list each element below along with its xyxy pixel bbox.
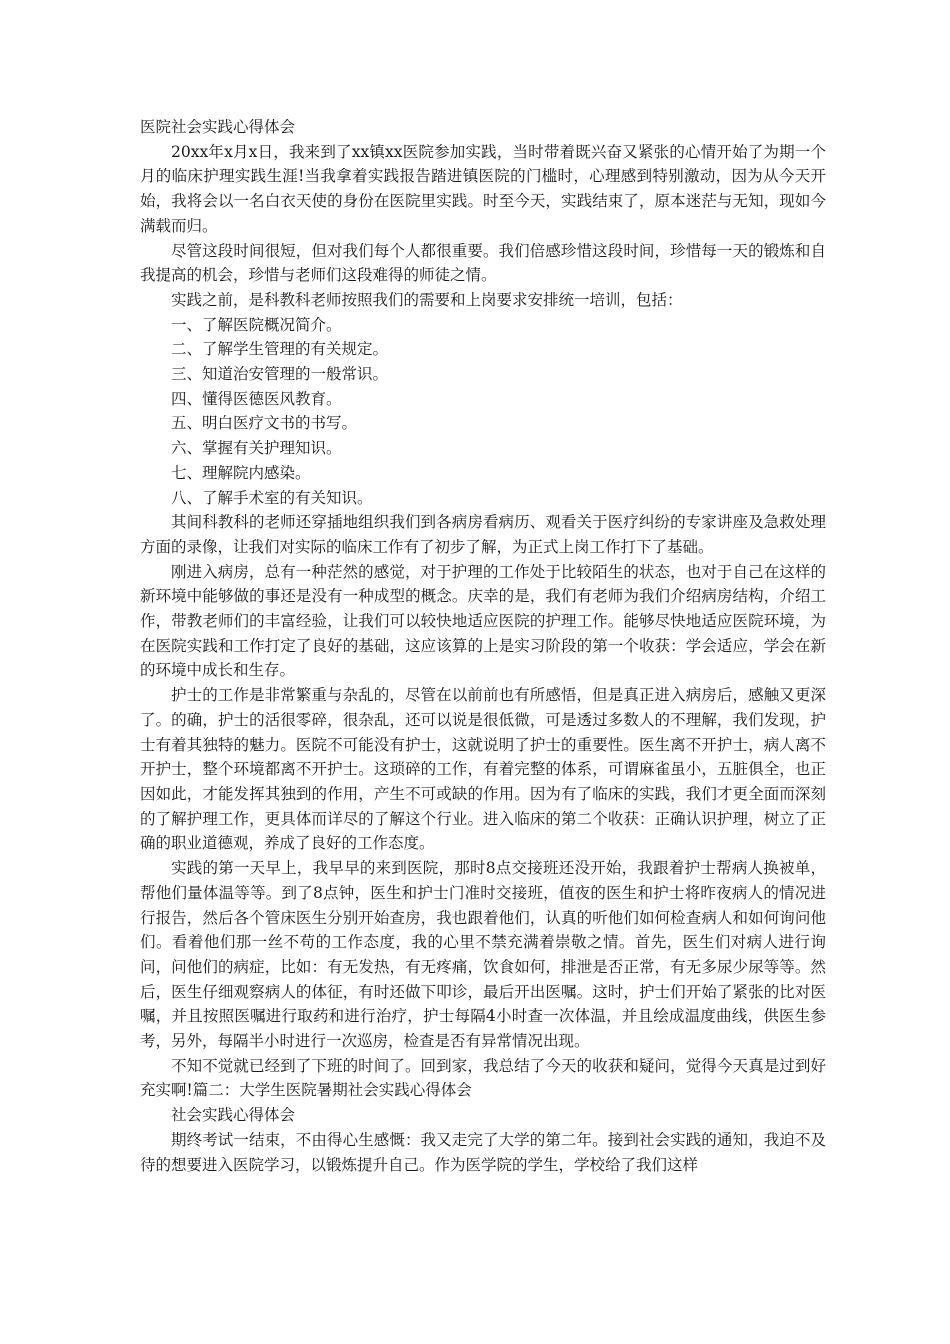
paragraph: 其间科教科的老师还穿插地组织我们到各病房看病历、观看关于医疗纠纷的专家讲座及急救处理方面的录像，让我们对实际的临床工作有了初步了解，为正式上岗工作打下了基础。 xyxy=(140,513,826,556)
training-list-item: 二、了解学生管理的有关规定。 xyxy=(171,340,389,359)
paragraph: 刚进入病房，总有一种茫然的感觉，对于护理的工作处于比较陌生的状态，也对于自己在这样的新环境中能够做的事还是没有一种成型的概念。庆幸的是，我们有老师为我们介绍病房结构，介绍工作，带教老师们的丰富经验，让我们可以较快地适应医院的护理工作。能够尽快地适应医院环境，为在医院实践和工作打定了良好的基础，这应该算的上是实习阶段的第一个收获：学会适应，学会在新的环境中成长和生存。 xyxy=(140,562,826,680)
training-list-item: 三、知道治安管理的一般常识。 xyxy=(171,365,389,384)
training-list-item: 一、了解医院概况简介。 xyxy=(171,315,342,334)
document-title: 医院社会实践心得体会 xyxy=(140,118,296,136)
training-list-item: 五、明白医疗文书的书写。 xyxy=(171,414,358,433)
paragraph: 尽管这段时间很短，但对我们每个人都很重要。我们倍感珍惜这段时间，珍惜每一天的锻炼和自我提高的机会，珍惜与老师们这段难得的师徒之情。 xyxy=(140,241,826,285)
paragraph: 实践之前，是科教科老师按照我们的需要和上岗要求安排统一培训，包括： xyxy=(171,290,683,309)
paragraph-intro: 20xx年x月x日，我来到了xx镇xx医院参加实践，当时带着既兴奋又紧张的心情开始了为期一个月的临床护理实践生涯!当我拿着实践报告踏进镇医院的门槛时，心理感到特别激动，因为从今天开始，我将会以一名白衣天使的身份在医院里实践。时至今天，实践结束了，原本迷茫与无知，现如今满载而归。 xyxy=(140,142,826,235)
training-list-item: 七、理解院内感染。 xyxy=(171,463,311,482)
paragraph: 实践的第一天早上，我早早的来到医院，那时8点交接班还没开始，我跟着护士帮病人换被单，帮他们量体温等等。到了8点钟，医生和护士门准时交接班，值夜的医生和护士将昨夜病人的情况进行报告，然后各个管床医生分别开始查房，我也跟着他们，认真的听他们如何检查病人和如何询问他们。看着他们那一丝不苟的工作态度，我的心里不禁充满着崇敬之情。首先，医生们对病人进行询问，问他们的病症，比如：有无发热，有无疼痛，饮食如何，排泄是否正常，有无多尿少尿等等。然后，医生仔细观察病人的体征，有时还做下叩诊，最后开出医嘱。这时，护士们开始了紧张的比对医嘱，并且按照医嘱进行取药和进行治疗，护士每隔4小时查一次体温，并且绘成温度曲线，供医生参考，另外，每隔半小时进行一次巡房，检查是否有异常情况出现。 xyxy=(140,859,826,1051)
paragraph: 期终考试一结束，不由得心生感慨：我又走完了大学的第二年。接到社会实践的通知，我迫不及待的想要进入医院学习，以锻炼提升自己。作为医学院的学生，学校给了我们这样 xyxy=(140,1130,826,1174)
paragraph: 不知不觉就已经到了下班的时间了。回到家，我总结了今天的收获和疑问，觉得今天真是过到好充实啊!篇二：大学生医院暑期社会实践心得体会 xyxy=(140,1056,826,1100)
paragraph: 护士的工作是非常繁重与杂乱的，尽管在以前前也有所感悟，但是真正进入病房后，感触又更深了。的确，护士的活很零碎，很杂乱，还可以说是很低微，可是透过多数人的不理解，我们发现，护士有着其独特的魅力。医院不可能没有护士，这就说明了护士的重要性。医生离不开护士，病人离不开护士，整个环境都离不开护士。这琐碎的工作，有着完整的体系，可谓麻雀虽小，五脏俱全，也正因如此，才能发挥其独到的作用，产生不可或缺的作用。因为有了临床的实践，我们才更全面而深刻的了解护理工作，更具体而详尽的了解这个行业。进入临床的第二个收获：正确认识护理，树立了正确的职业道德观，养成了良好的工作态度。 xyxy=(140,686,826,853)
section-heading: 社会实践心得体会 xyxy=(171,1106,296,1125)
document-body xyxy=(140,115,826,1177)
training-list-item: 八、了解手术室的有关知识。 xyxy=(171,488,373,507)
training-list-item: 六、掌握有关护理知识。 xyxy=(171,439,342,458)
training-list-item: 四、懂得医德医风教育。 xyxy=(171,389,342,408)
